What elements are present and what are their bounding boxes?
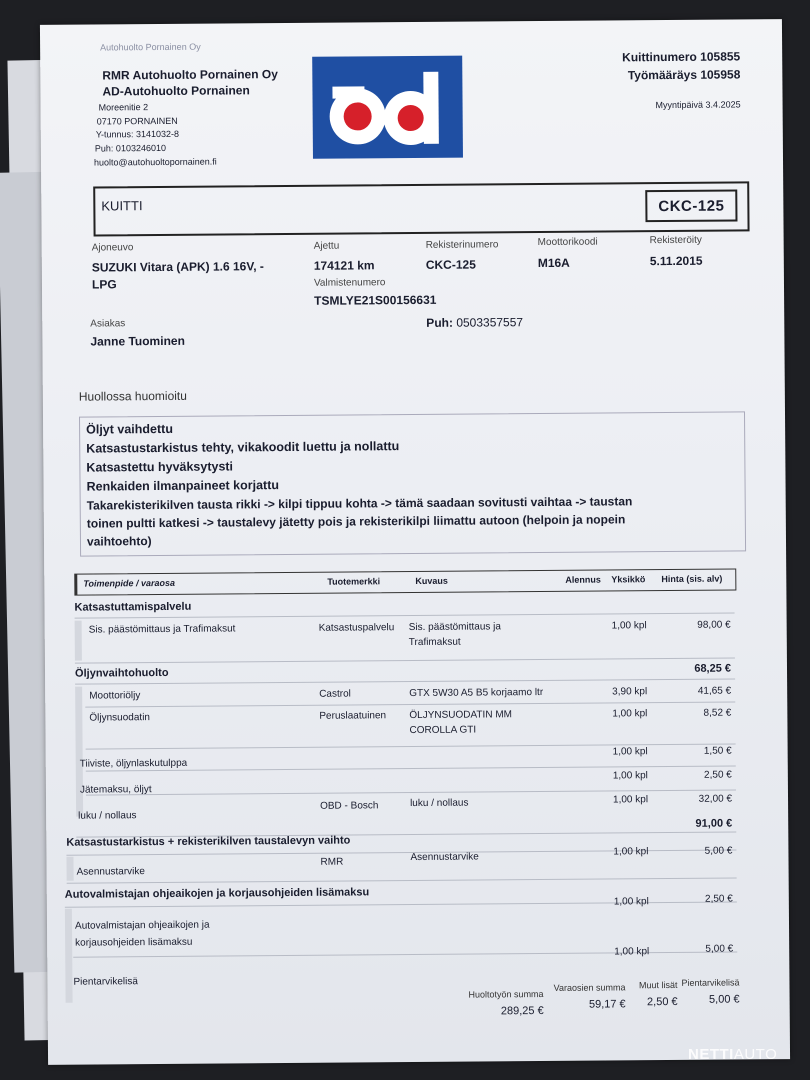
customer-label: Asiakas bbox=[90, 318, 126, 330]
nettiauto-watermark bbox=[688, 1046, 777, 1063]
logo-dot-left bbox=[344, 102, 372, 130]
company-email: huolto@autohuoltopornainen.fi bbox=[93, 156, 217, 168]
ad-logo-icon bbox=[312, 56, 463, 159]
col-discount: Alennus bbox=[565, 574, 601, 585]
row-unit: 1,00 kpl bbox=[611, 620, 647, 632]
col-price: Hinta (sis. alv) bbox=[661, 573, 723, 585]
notes-box bbox=[79, 411, 746, 556]
regdate-value: 5.11.2015 bbox=[649, 253, 703, 269]
row-name: Öljynsuodatin bbox=[89, 712, 151, 724]
section-title: Autovalmistajan ohjeaikojen ja korjausohjeiden lisämaksu bbox=[64, 886, 370, 901]
row-desc: GTX 5W30 A5 B5 korjaamo ltr bbox=[409, 686, 544, 700]
labor-sum-label: Huoltotyön summa bbox=[468, 989, 544, 1000]
receipt-title-box bbox=[93, 181, 749, 236]
company-name-2: AD-Autohuolto Pornainen bbox=[102, 83, 250, 99]
watermark-brand-2: AUTO bbox=[733, 1046, 778, 1063]
row-brand: Castrol bbox=[319, 688, 351, 700]
vin-label: Valmistenumero bbox=[313, 277, 386, 289]
company-street: Moreenitie 2 bbox=[98, 102, 149, 113]
small-parts-label: Pientarvikelisä bbox=[681, 977, 740, 988]
company-postal: 07170 PORNAINEN bbox=[96, 115, 178, 127]
note-line: Katsastustarkistus tehty, vikakoodit luettu ja nollattu bbox=[86, 439, 400, 456]
row-name-2: korjausohjeiden lisämaksu bbox=[75, 936, 193, 949]
company-phone: Puh: 0103246010 bbox=[94, 142, 167, 154]
row-desc-2: Trafimaksut bbox=[408, 636, 461, 649]
col-brand: Tuotemerkki bbox=[327, 576, 381, 587]
other-sum: 2,50 € bbox=[646, 995, 678, 1009]
row-price: 98,00 € bbox=[697, 619, 731, 631]
small-parts-sum: 5,00 € bbox=[708, 993, 740, 1006]
section-total: 91,00 € bbox=[695, 817, 733, 830]
ad-logo bbox=[312, 56, 463, 159]
company-ytunnus: Y-tunnus: 3141032-8 bbox=[95, 128, 180, 140]
divider bbox=[85, 701, 735, 707]
stamp-line: Autohuolto Pornainen Oy bbox=[100, 41, 201, 53]
divider bbox=[75, 678, 735, 684]
plate-number-box: CKC-125 bbox=[645, 189, 737, 222]
reg-value: CKC-125 bbox=[425, 257, 476, 272]
km-label: Ajettu bbox=[313, 240, 340, 252]
row-brand: RMR bbox=[320, 856, 344, 868]
km-value: 174121 km bbox=[313, 258, 375, 273]
row-price: 1,50 € bbox=[703, 745, 732, 757]
row-brand: Katsastuspalvelu bbox=[318, 622, 395, 634]
logo-dot-right bbox=[398, 105, 424, 131]
customer-name: Janne Tuominen bbox=[90, 333, 185, 349]
divider bbox=[75, 657, 735, 663]
note-line: Takarekisterikilven tausta rikki -> kilpi tippuu kohta -> tämä saadaan sovitusti vaihtaa -> taustan bbox=[86, 494, 633, 513]
section-title: Katsastustarkistus + rekisterikilven taustalevyn vaihto bbox=[66, 834, 351, 849]
col-operation: Toimenpide / varaosa bbox=[83, 577, 176, 589]
receipt-title: KUITTI bbox=[101, 198, 143, 214]
company-name: RMR Autohuolto Pornainen Oy bbox=[102, 67, 278, 83]
other-sum-label: Muut lisät bbox=[638, 979, 678, 991]
customer-phone: 0503357557 bbox=[456, 315, 524, 330]
row-marker bbox=[65, 909, 73, 1003]
row-price: 2,50 € bbox=[704, 893, 733, 905]
row-brand: OBD - Bosch bbox=[320, 800, 379, 812]
row-price: 5,00 € bbox=[705, 943, 734, 955]
col-desc: Kuvaus bbox=[415, 575, 448, 586]
parts-sum-label: Varaosien summa bbox=[553, 982, 626, 993]
note-line: Renkaiden ilmanpaineet korjattu bbox=[86, 478, 280, 494]
row-marker bbox=[75, 621, 82, 661]
note-line: Öljyt vaihdettu bbox=[86, 421, 173, 437]
parts-sum: 59,17 € bbox=[588, 998, 626, 1011]
row-unit: 1,00 kpl bbox=[614, 946, 650, 958]
receipt-number: Kuittinumero 105855 bbox=[622, 49, 741, 65]
row-marker bbox=[75, 687, 83, 817]
vehicle-model: SUZUKI Vitara (APK) 1.6 16V, - bbox=[91, 259, 264, 275]
row-unit: 3,90 kpl bbox=[612, 686, 648, 698]
row-price: 41,65 € bbox=[697, 685, 732, 697]
col-unit: Yksikkö bbox=[611, 574, 646, 585]
row-desc: ÖLJYNSUODATIN MM bbox=[409, 709, 513, 722]
row-unit: 1,00 kpl bbox=[612, 770, 648, 782]
row-unit: 1,00 kpl bbox=[612, 746, 648, 758]
table-header bbox=[74, 568, 736, 595]
row-name: Pientarvikelisä bbox=[73, 976, 138, 988]
row-price: 2,50 € bbox=[703, 769, 732, 781]
note-line: Katsastettu hyväksytysti bbox=[86, 459, 234, 475]
row-brand: Peruslaatuinen bbox=[319, 710, 387, 722]
row-unit: 1,00 kpl bbox=[613, 896, 649, 908]
row-name: Asennustarvike bbox=[76, 866, 145, 878]
divider bbox=[75, 612, 735, 618]
row-unit: 1,00 kpl bbox=[612, 708, 648, 720]
row-desc: Sis. päästömittaus ja bbox=[408, 621, 501, 634]
divider bbox=[67, 877, 737, 883]
section-title: Katsastuttamispalvelu bbox=[74, 600, 192, 614]
row-price: 5,00 € bbox=[704, 845, 733, 857]
vehicle-fuel: LPG bbox=[91, 277, 117, 292]
row-price: 8,52 € bbox=[703, 707, 732, 719]
section-title: Öljynvaihtohuolto bbox=[74, 666, 169, 680]
engine-value: M16A bbox=[537, 255, 570, 271]
note-line: toinen pultti katkesi -> taustalevy jätetty pois ja rekisterikilpi liimattu autoon (helpoin ja nopein bbox=[86, 512, 626, 531]
row-name: Sis. päästömittaus ja Trafimaksut bbox=[88, 623, 236, 636]
engine-label: Moottorikoodi bbox=[537, 236, 598, 249]
note-line: vaihtoehto) bbox=[86, 534, 152, 549]
row-price: 32,00 € bbox=[698, 793, 733, 805]
row-name: Jätemaksu, öljyt bbox=[79, 784, 152, 796]
vehicle-label: Ajoneuvo bbox=[91, 242, 134, 254]
row-name: luku / nollaus bbox=[78, 810, 137, 822]
customer-phone-label: Puh: bbox=[426, 315, 454, 330]
row-name: Autovalmistajan ohjeaikojen ja bbox=[74, 919, 210, 932]
watermark-brand: NETTI bbox=[688, 1046, 734, 1063]
section-total: 68,25 € bbox=[694, 662, 732, 675]
row-desc: luku / nollaus bbox=[410, 797, 469, 810]
work-order-number: Työmääräys 105958 bbox=[627, 67, 741, 83]
notes-title: Huollossa huomioitu bbox=[78, 388, 187, 404]
reg-label: Rekisterinumero bbox=[425, 239, 499, 251]
regdate-label: Rekisteröity bbox=[649, 234, 702, 247]
row-desc: Asennustarvike bbox=[410, 851, 479, 864]
row-marker bbox=[66, 857, 73, 881]
row-name: Moottoriöljy bbox=[89, 690, 141, 702]
row-desc-2: COROLLA GTI bbox=[409, 724, 477, 737]
row-unit: 1,00 kpl bbox=[612, 794, 649, 806]
labor-sum: 289,25 € bbox=[500, 1005, 544, 1018]
sale-date: Myyntipäivä 3.4.2025 bbox=[655, 99, 741, 111]
vin-value: TSMLYE21S00156631 bbox=[314, 292, 437, 308]
row-name: Tiiviste, öljynlaskutulppa bbox=[79, 757, 188, 770]
receipt-sheet bbox=[40, 19, 790, 1065]
row-unit: 1,00 kpl bbox=[613, 846, 649, 858]
